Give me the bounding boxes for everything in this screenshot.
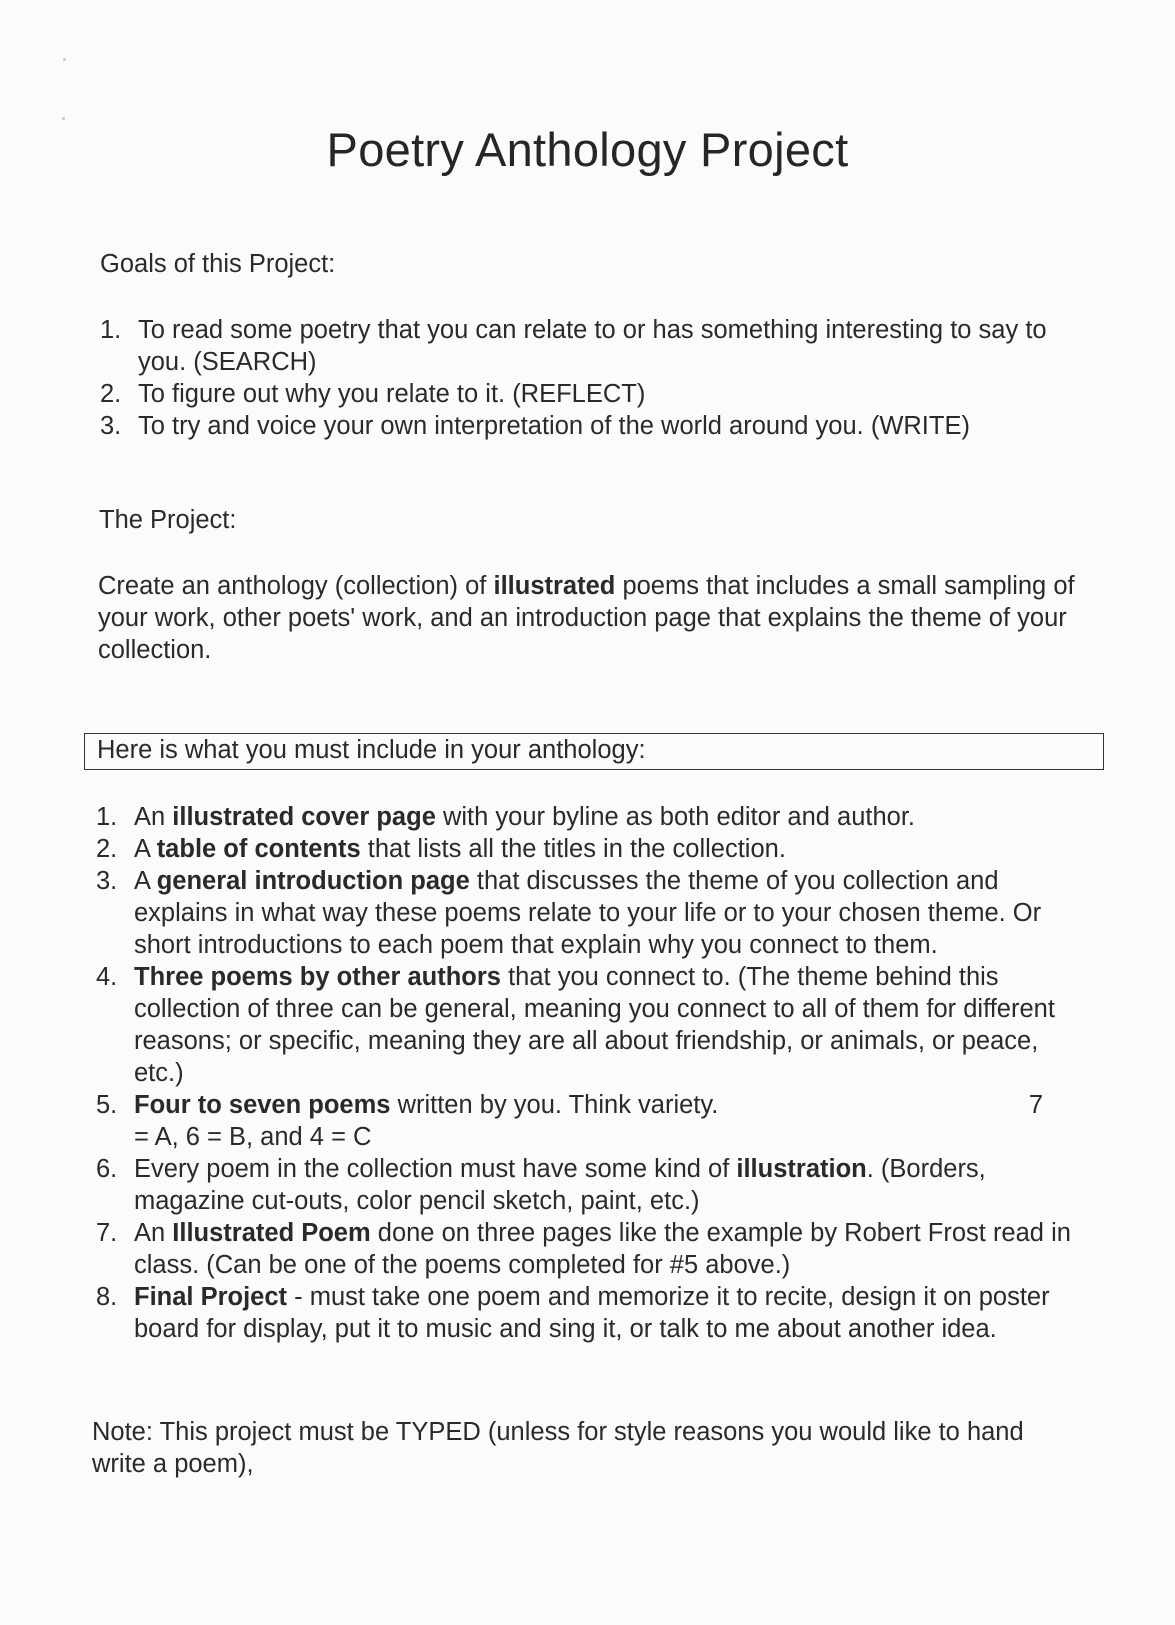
- item-number: 5.: [96, 1091, 118, 1119]
- item-text: Every poem in the collection must have some kind of: [134, 1155, 737, 1183]
- goals-heading: Goals of this Project:: [100, 250, 336, 278]
- item-text: - must take one poem and memorize it to recite, design it on poster board for display, put it to music and sing it, or talk to me about another idea.: [134, 1283, 1050, 1343]
- list-item: [100, 410, 1060, 442]
- item-text: that you connect to. (The theme behind this collection of three can be general, meaning you connect to all of them for different reasons; or specific, meaning they are all about friendship, or animals, or peace, etc.): [134, 963, 1055, 1087]
- item-text: A: [134, 867, 157, 895]
- item-number: 3.: [96, 867, 118, 895]
- item-text: To figure out why you relate to it. (REFLECT): [138, 380, 646, 408]
- item-line: [134, 1089, 1091, 1121]
- item-number: 2.: [96, 835, 118, 863]
- item-text: written by you. Think variety.: [390, 1091, 719, 1119]
- item-text: An: [134, 1219, 173, 1247]
- project-heading: The Project:: [99, 506, 237, 534]
- item-number: 6.: [96, 1155, 118, 1183]
- description-bold: illustrated: [493, 572, 616, 600]
- requirements-list: [96, 801, 1091, 1345]
- item-bold: table of contents: [156, 835, 361, 863]
- item-bold: Four to seven poems: [134, 1091, 391, 1119]
- list-item: [96, 1281, 1091, 1345]
- include-box: Here is what you must include in your anthology:: [84, 733, 1104, 770]
- list-item: [100, 314, 1060, 378]
- item-number: 2.: [100, 380, 122, 408]
- item-line: = A, 6 = B, and 4 = C: [134, 1123, 372, 1151]
- list-item: [96, 1153, 1091, 1217]
- list-item: [96, 1089, 1091, 1153]
- item-text: A: [134, 835, 157, 863]
- item-text: with your byline as both editor and author.: [435, 803, 916, 831]
- list-item: [96, 833, 1091, 865]
- list-item: [96, 961, 1091, 1089]
- item-bold: general introduction page: [156, 867, 470, 895]
- list-item: [96, 801, 1091, 833]
- item-number: 7.: [96, 1219, 118, 1247]
- item-number: 1.: [96, 803, 118, 831]
- goals-list: [100, 314, 1060, 442]
- item-bold: Three poems by other authors: [134, 963, 501, 991]
- item-text: To try and voice your own interpretation of the world around you. (WRITE): [138, 412, 970, 440]
- item-text: done on three pages like the example by Robert Frost read in class. (Can be one of the poems completed for #5 above.): [134, 1219, 1071, 1279]
- description-text: poems that includes a small sampling of your work, other poets' work, and an introduction page that explains the theme of your collection.: [98, 572, 1075, 664]
- item-text: An: [134, 803, 173, 831]
- item-number: 8.: [96, 1283, 118, 1311]
- item-number: 4.: [96, 963, 118, 991]
- page-title: Poetry Anthology Project: [326, 123, 849, 176]
- item-number: 1.: [100, 316, 122, 344]
- scan-speck: [63, 58, 66, 61]
- item-text: that discusses the theme of you collection and explains in what way these poems relate to your life or to your chosen theme. Or short introductions to each poem that explain why you connect to them.: [134, 867, 1042, 959]
- note-text: Note: This project must be TYPED (unless for style reasons you would like to hand write a poem),: [92, 1418, 1024, 1478]
- item-number: 3.: [100, 412, 122, 440]
- item-bold: Final Project: [134, 1283, 288, 1311]
- list-item: [100, 378, 1060, 410]
- item-bold: illustrated cover page: [172, 803, 436, 831]
- list-item: [96, 1217, 1091, 1281]
- item-text: . (Borders, magazine cut-outs, color pencil sketch, paint, etc.): [134, 1155, 986, 1215]
- item-text: To read some poetry that you can relate to or has something interesting to say to you. (SEARCH): [138, 316, 1047, 376]
- item-bold: illustration: [736, 1155, 867, 1183]
- description-text: Create an anthology (collection) of: [98, 572, 494, 600]
- item-aside: 7: [1028, 1091, 1043, 1119]
- project-description: [98, 570, 1088, 666]
- list-item: [96, 865, 1091, 961]
- item-bold: Illustrated Poem: [172, 1219, 371, 1247]
- item-text: that lists all the titles in the collection.: [360, 835, 786, 863]
